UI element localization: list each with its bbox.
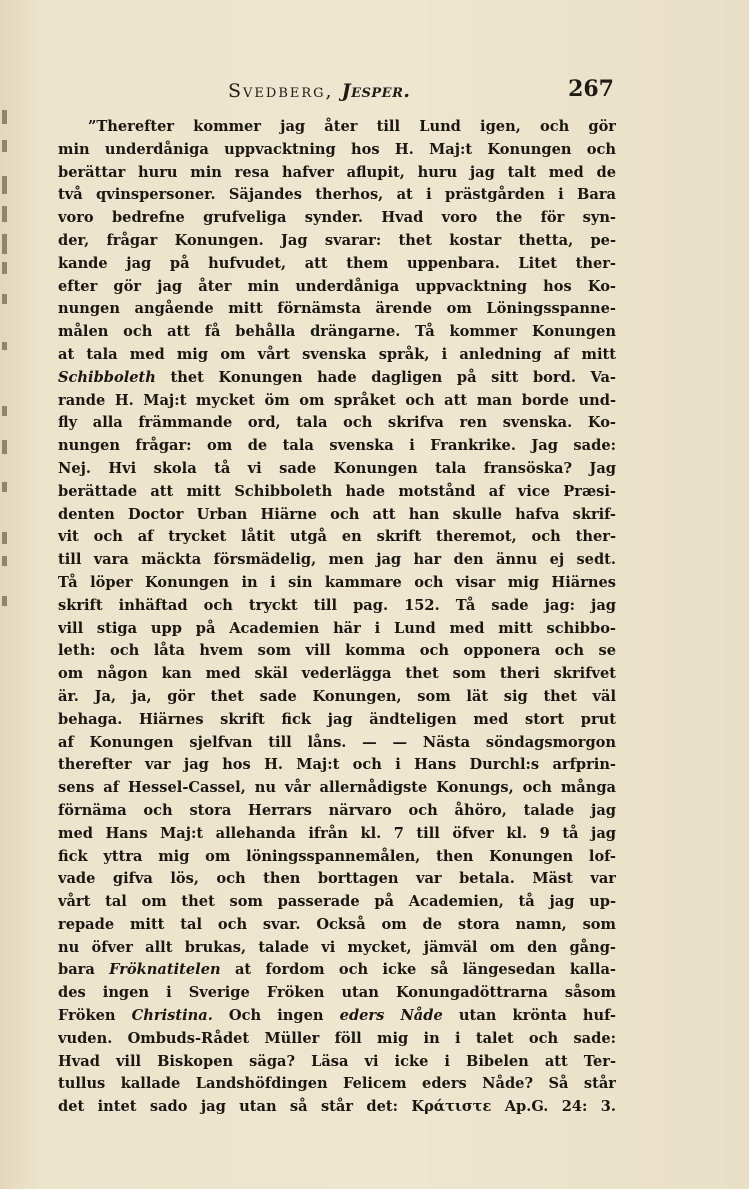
text-line: vill stiga upp på Academien här i Lund med mitt schibbo-	[58, 619, 616, 637]
text-line: om någon kan med skäl vederlägga thet som theri skrifvet	[58, 665, 616, 683]
text-line: ”Therefter kommer jag åter till Lund igen, och gör	[88, 118, 616, 135]
running-head-given-name: Jesper.	[341, 80, 411, 102]
text-line: voro bedrefne grufveliga synder. Hvad voro the för syn-	[58, 209, 616, 227]
text-line: med Hans Maj:t allehanda ifrån kl. 7 till öfver kl. 9 tå jag	[58, 824, 616, 842]
text-line: sens af Hessel-Cassel, nu vår allernådigste Konungs, och många	[58, 779, 616, 797]
body-text	[58, 116, 616, 1119]
text-line: vit och af trycket låtit utgå en skrift theremot, och ther-	[58, 528, 616, 546]
text-line: der, frågar Konungen. Jag svarar: thet kostar thetta, pe-	[58, 231, 616, 249]
text-line: berättade att mitt Schibboleth hade motstånd af vice Præsi-	[58, 482, 616, 500]
text-line: des ingen i Sverige Fröken utan Konungadöttrarna såsom	[58, 984, 616, 1002]
italic-phrase: eders Nåde	[339, 1007, 443, 1025]
text-line: nungen frågar: om de tala svenska i Frankrike. Jag sade:	[58, 437, 616, 455]
text-line: fick yttra mig om löningsspannemålen, then Konungen lof-	[58, 847, 616, 865]
text-line: berättar huru min resa hafver aflupit, huru jag talt med de	[58, 163, 616, 181]
text-line: af Konungen sjelfvan till låns. — — Nästa söndagsmorgon	[58, 733, 616, 751]
text-line: det intet sado jag utan så står det: Κράτιστε Ap.G. 24: 3.	[58, 1098, 616, 1116]
text-line: denten Doctor Urban Hiärne och att han skulle hafva skrif-	[58, 505, 616, 523]
page-header	[58, 76, 618, 106]
text-line: behaga. Hiärnes skrift fick jag ändteligen med stort prut	[58, 710, 616, 728]
running-head-surname: Svedberg,	[228, 80, 334, 102]
text-line: fly alla främmande ord, tala och skrifva ren svenska. Ko-	[58, 414, 616, 432]
text-line: kande jag på hufvudet, att them uppenbara. Litet ther-	[58, 254, 616, 272]
text-line: Fröken Christina. Och ingen eders Nåde utan krönta huf-	[58, 1007, 616, 1025]
facing-page-edge	[0, 110, 14, 630]
text-line: leth: och låta hvem som vill komma och opponera och se	[58, 642, 616, 660]
text-line: målen och att få behålla drängarne. Tå kommer Konungen	[58, 323, 616, 341]
text-line: repade mitt tal och svar. Också om de stora namn, som	[58, 915, 616, 933]
text-line: bara Fröknatitelen at fordom och icke så längesedan kalla-	[58, 961, 616, 979]
text-line: vårt tal om thet som passerade på Academien, tå jag up-	[58, 893, 616, 911]
text-line: efter gör jag åter min underdåniga uppvacktning hos Ko-	[58, 277, 616, 295]
page-number: 267	[568, 76, 614, 102]
text-line: vuden. Ombuds-Rådet Müller föll mig in i talet och sade:	[58, 1029, 616, 1047]
text-line: tullus kallade Landshöfdingen Felicem eders Nåde? Så står	[58, 1075, 616, 1093]
text-line: Hvad vill Biskopen säga? Läsa vi icke i Bibelen att Ter-	[58, 1052, 616, 1070]
text-line: två qvinspersoner. Säjandes therhos, at i prästgården i Bara	[58, 186, 616, 204]
italic-phrase: Christina.	[131, 1007, 213, 1025]
text-line: Tå löper Konungen in i sin kammare och visar mig Hiärnes	[58, 573, 616, 591]
text-line: vade gifva lös, och then borttagen var betala. Mäst var	[58, 870, 616, 888]
text-line: therefter var jag hos H. Maj:t och i Hans Durchl:s arfprin-	[58, 756, 616, 774]
text-line: Nej. Hvi skola tå vi sade Konungen tala fransöska? Jag	[58, 459, 616, 477]
text-line: nungen angående mitt förnämsta ärende om Löningsspanne-	[58, 300, 616, 318]
text-line: nu öfver allt brukas, talade vi mycket, jämväl om den gång-	[58, 938, 616, 956]
text-line: Schibboleth thet Konungen hade dagligen på sitt bord. Va-	[58, 368, 616, 386]
text-line: till vara mäckta försmädelig, men jag har den ännu ej sedt.	[58, 551, 616, 569]
text-line: förnäma och stora Herrars närvaro och åhöro, talade jag	[58, 801, 616, 819]
text-line: är. Ja, ja, gör thet sade Konungen, som lät sig thet väl	[58, 687, 616, 705]
text-line: rande H. Maj:t mycket öm om språket och att man borde und-	[58, 391, 616, 409]
running-head	[228, 80, 411, 102]
text-line: min underdåniga uppvacktning hos H. Maj:t Konungen och	[58, 140, 616, 158]
text-line: at tala med mig om vårt svenska språk, i anledning af mitt	[58, 345, 616, 363]
italic-phrase: Schibboleth	[58, 368, 156, 386]
italic-phrase: Fröknatitelen	[109, 961, 221, 979]
text-line: skrift inhäftad och tryckt till pag. 152. Tå sade jag: jag	[58, 596, 616, 614]
